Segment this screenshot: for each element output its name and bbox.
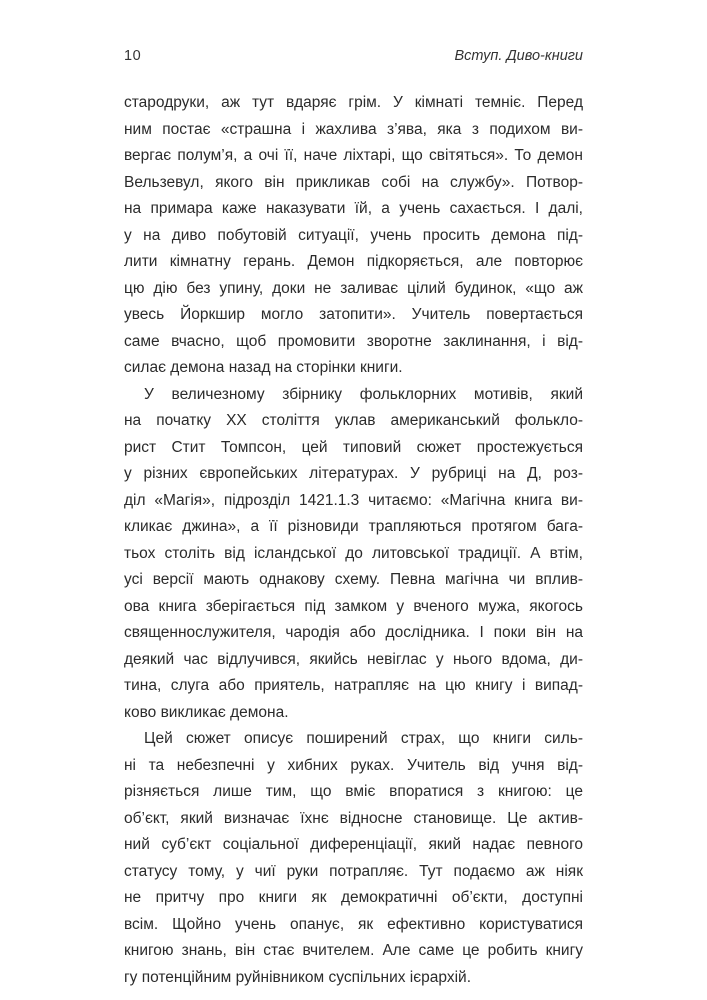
text-line: Цей сюжет описує поширений страх, що книги силь-: [144, 730, 583, 747]
text-line: Вельзевул, якого він прикликав собі на службу». Потвор-: [124, 173, 583, 191]
text-line: ова книга зберігається під замком у вченого мужа, якогось: [124, 597, 583, 615]
text-line: тьох століть від ісландської до литовської традиції. А втім,: [124, 544, 583, 562]
text-line: У величезному збірнику фольклорних мотивів, який: [144, 385, 583, 403]
text-line: на початку XX століття уклав американський фолькло-: [124, 412, 583, 429]
text-line: лити кімнатну герань. Демон підкоряється, але повторює: [124, 253, 583, 270]
text-line: вергає полум’я, а очі її, наче ліхтарі, що світяться». То демон: [124, 147, 583, 164]
text-line: рист Стит Томпсон, цей типовий сюжет простежується: [124, 438, 583, 456]
text-line: саме вчасно, щоб промовити зворотне заклинання, і від-: [124, 332, 583, 350]
paragraph-2: [124, 382, 583, 727]
text-line: увесь Йоркшир могло затопити». Учитель повертається: [124, 306, 583, 323]
paragraph-3: [124, 726, 583, 991]
body-text: [124, 90, 583, 991]
text-line: священнослужителя, чародія або дослідника. І поки він на: [124, 624, 583, 641]
text-line: статусу тому, у чиї руки потрапляє. Тут подаємо аж ніяк: [124, 862, 583, 880]
text-line: кликає джина», а її різновиди трапляються протягом бага-: [124, 518, 583, 535]
paragraph-1: [124, 90, 583, 382]
running-head: [124, 48, 583, 70]
section-title: Вступ. Диво-книги: [454, 48, 583, 64]
text-line: ково викликає демона.: [124, 703, 289, 721]
text-line: ні та небезпечні у хибних руках. Учитель від учня від-: [124, 756, 583, 774]
text-line: книгою знань, він стає вчителем. Але саме це робить книгу: [124, 942, 583, 959]
text-line: у різних європейських літературах. У рубриці на Д, роз-: [124, 465, 583, 482]
text-line: силає демона назад на сторінки книги.: [124, 359, 403, 376]
text-line: різняється лише тим, що вміє впоратися з книгою: це: [124, 783, 583, 800]
text-line: деякий час відлучився, якийсь невіглас у нього вдома, ди-: [124, 650, 583, 668]
text-line: ний суб’єкт соціальної диференціації, який надає певного: [124, 836, 583, 853]
page-number: 10: [124, 48, 142, 64]
text-line: у на диво побутовій ситуації, учень просить демона під-: [124, 226, 583, 244]
text-line: не притчу про книги як демократичні об’єкти, доступні: [124, 889, 583, 906]
text-line: ним постає «страшна і жахлива з’ява, яка з подихом ви-: [124, 120, 583, 138]
text-line: всім. Щойно учень опанує, як ефективно користуватися: [124, 915, 583, 933]
text-line: цю дію без упину, доки не заливає цілий будинок, «що аж: [124, 279, 583, 297]
text-line: на примара каже наказувати їй, а учень сахається. І далі,: [124, 200, 583, 217]
text-line: усі версії мають однакову схему. Певна магічна чи вплив-: [124, 571, 583, 588]
text-line: діл «Магія», підрозділ 1421.1.3 читаємо: «Магічна книга ви-: [124, 491, 583, 509]
text-line: стародруки, аж тут вдаряє грім. У кімнаті темніє. Перед: [124, 94, 583, 111]
text-line: гу потенційним руйнівником суспільних ієрархій.: [124, 968, 472, 986]
text-line: об’єкт, який визначає їхнє відносне становище. Це актив-: [124, 809, 583, 827]
text-line: тина, слуга або приятель, натрапляє на цю книгу і випад-: [124, 677, 583, 694]
